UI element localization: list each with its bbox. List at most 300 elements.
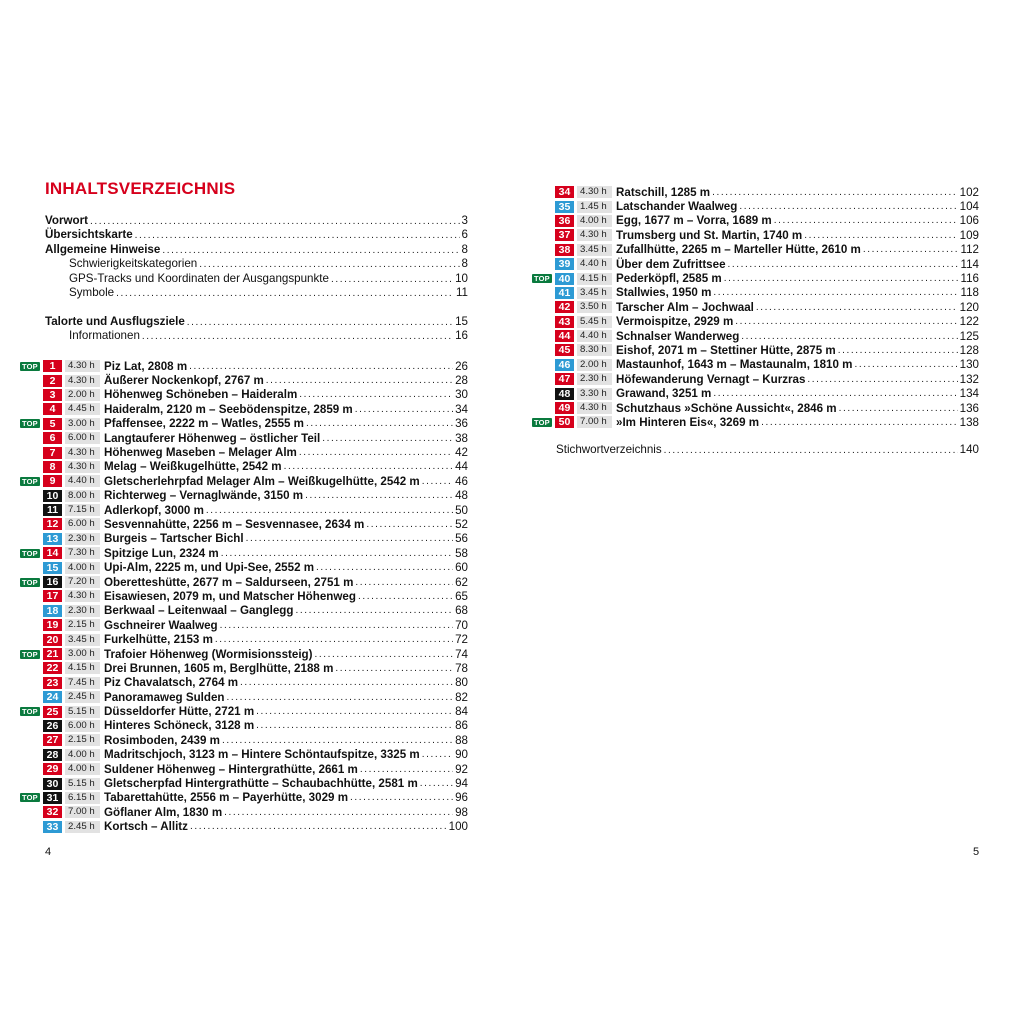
tour-row[interactable] bbox=[20, 474, 468, 488]
tour-name: Höhenweg Schöneben – Haideralm bbox=[104, 388, 298, 402]
tour-row[interactable] bbox=[20, 388, 468, 402]
leader-dots bbox=[664, 444, 958, 458]
leader-dots bbox=[863, 244, 959, 255]
top-marker-slot bbox=[532, 274, 555, 283]
top-marker-slot bbox=[20, 793, 43, 802]
tour-duration: 2.00 h bbox=[577, 359, 612, 371]
tour-name: Gletscherlehrpfad Melager Alm – Weißkugelhütte, 2542 m bbox=[104, 474, 420, 488]
tour-page: 50 bbox=[455, 503, 468, 517]
leader-dots bbox=[322, 433, 453, 444]
tour-duration: 7.30 h bbox=[65, 547, 100, 559]
tour-name: Äußerer Nockenkopf, 2767 m bbox=[104, 374, 264, 388]
leader-dots bbox=[306, 418, 453, 429]
page-number: 4 bbox=[45, 846, 52, 858]
toc-label: Talorte und Ausflugsziele bbox=[45, 314, 185, 328]
toc-page: 6 bbox=[461, 228, 468, 242]
toc-entry[interactable] bbox=[45, 243, 468, 257]
tour-name: Gletscherpfad Hintergrathütte – Schaubachhütte, 2581 m bbox=[104, 777, 418, 791]
leader-dots bbox=[116, 287, 454, 301]
tour-row[interactable] bbox=[532, 185, 979, 199]
tour-number: 23 bbox=[43, 677, 62, 689]
tour-number: 34 bbox=[555, 186, 574, 198]
tour-row[interactable] bbox=[532, 329, 979, 343]
leader-dots bbox=[724, 273, 959, 284]
leader-dots bbox=[220, 620, 453, 631]
tour-row[interactable] bbox=[20, 690, 468, 704]
tour-row[interactable] bbox=[20, 575, 468, 589]
tour-row[interactable] bbox=[20, 748, 468, 762]
tour-duration: 4.30 h bbox=[65, 360, 100, 372]
tour-number: 45 bbox=[555, 344, 574, 356]
tour-row[interactable] bbox=[532, 401, 979, 415]
leader-dots bbox=[713, 287, 958, 298]
tour-page: 128 bbox=[959, 343, 979, 357]
tour-row[interactable] bbox=[20, 503, 468, 517]
tour-row[interactable] bbox=[20, 589, 468, 603]
tour-row[interactable] bbox=[20, 776, 468, 790]
tour-number: 42 bbox=[555, 301, 574, 313]
front-matter-list bbox=[45, 214, 468, 344]
tour-page: 46 bbox=[455, 474, 468, 488]
leader-dots bbox=[331, 273, 453, 287]
toc-entry[interactable] bbox=[45, 315, 468, 329]
tour-name: Egg, 1677 m – Vorra, 1689 m bbox=[616, 214, 772, 228]
tour-number: 46 bbox=[555, 359, 574, 371]
tour-row[interactable] bbox=[20, 532, 468, 546]
leader-dots bbox=[728, 259, 959, 270]
leader-dots bbox=[199, 258, 459, 272]
tour-name: Vermoispitze, 2929 m bbox=[616, 315, 734, 329]
tour-page: 109 bbox=[959, 228, 979, 242]
tour-duration: 4.00 h bbox=[65, 749, 100, 761]
tour-row[interactable] bbox=[532, 199, 979, 213]
tour-name: Langtauferer Höhenweg – östlicher Teil bbox=[104, 431, 321, 445]
tour-duration: 5.15 h bbox=[65, 778, 100, 790]
leader-dots bbox=[355, 404, 453, 415]
tour-name: Piz Lat, 2808 m bbox=[104, 359, 188, 373]
tour-row[interactable] bbox=[20, 489, 468, 503]
leader-dots bbox=[838, 345, 958, 356]
tour-page: 30 bbox=[455, 388, 468, 402]
tour-name: Höhenweg Maseben – Melager Alm bbox=[104, 446, 297, 460]
tour-page: 116 bbox=[960, 272, 979, 286]
page-number: 5 bbox=[973, 846, 980, 858]
tour-number: 13 bbox=[43, 533, 62, 545]
top-badge: TOP bbox=[22, 793, 38, 803]
tour-duration: 2.30 h bbox=[65, 533, 100, 545]
tour-duration: 4.45 h bbox=[65, 403, 100, 415]
leader-dots bbox=[256, 706, 453, 717]
tour-number: 6 bbox=[43, 432, 62, 444]
tour-duration: 2.15 h bbox=[65, 734, 100, 746]
tour-row[interactable] bbox=[20, 431, 468, 445]
top-badge: TOP bbox=[534, 417, 550, 427]
tour-name: Schutzhaus »Schöne Aussicht«, 2846 m bbox=[616, 401, 837, 415]
toc-entry[interactable] bbox=[45, 329, 468, 343]
toc-entry[interactable] bbox=[45, 286, 468, 300]
tour-page: 118 bbox=[960, 286, 979, 300]
tour-number: 48 bbox=[555, 388, 574, 400]
tour-number: 31 bbox=[43, 792, 62, 804]
leader-dots bbox=[224, 807, 453, 818]
toc-entry bbox=[45, 300, 468, 314]
toc-label: GPS-Tracks und Koordinaten der Ausgangspunkte bbox=[69, 271, 329, 285]
tour-duration: 2.30 h bbox=[65, 605, 100, 617]
top-badge: TOP bbox=[22, 548, 38, 558]
tour-page: 38 bbox=[455, 431, 468, 445]
tour-duration: 4.00 h bbox=[577, 215, 612, 227]
tour-duration: 4.30 h bbox=[65, 590, 100, 602]
toc-page: 140 bbox=[959, 443, 979, 456]
tour-number: 37 bbox=[555, 229, 574, 241]
top-badge: TOP bbox=[22, 476, 38, 486]
tour-row[interactable] bbox=[532, 243, 979, 257]
tour-page: 100 bbox=[448, 820, 468, 834]
tour-name: Tarscher Alm – Jochwaal bbox=[616, 300, 754, 314]
tour-row[interactable] bbox=[20, 546, 468, 560]
tour-page: 84 bbox=[455, 705, 468, 719]
tour-name: Ratschill, 1285 m bbox=[616, 185, 711, 199]
tour-duration: 6.15 h bbox=[65, 792, 100, 804]
tour-duration: 2.45 h bbox=[65, 821, 100, 833]
toc-entry[interactable] bbox=[45, 272, 468, 286]
toc-label: Informationen bbox=[69, 329, 140, 343]
tour-name: Rosimboden, 2439 m bbox=[104, 733, 220, 747]
tour-number: 43 bbox=[555, 316, 574, 328]
tour-duration: 3.50 h bbox=[577, 301, 612, 313]
tour-duration: 4.00 h bbox=[65, 763, 100, 775]
tour-number: 35 bbox=[555, 201, 574, 213]
leader-dots bbox=[206, 505, 453, 516]
tour-number: 21 bbox=[43, 648, 62, 660]
tour-name: Trumsberg und St. Martin, 1740 m bbox=[616, 228, 803, 242]
tour-row[interactable] bbox=[20, 560, 468, 574]
tour-number: 17 bbox=[43, 590, 62, 602]
tour-number: 49 bbox=[555, 402, 574, 414]
tour-name: Piz Chavalatsch, 2764 m bbox=[104, 676, 239, 690]
toc-entry-index[interactable] bbox=[556, 443, 979, 457]
tour-row[interactable] bbox=[532, 271, 979, 285]
tour-row[interactable] bbox=[20, 704, 468, 718]
tour-duration: 7.45 h bbox=[65, 677, 100, 689]
tour-number: 27 bbox=[43, 734, 62, 746]
leader-dots bbox=[741, 331, 957, 342]
tour-row[interactable] bbox=[532, 315, 979, 329]
tour-row[interactable] bbox=[20, 517, 468, 531]
tour-number: 30 bbox=[43, 778, 62, 790]
tour-name: Melag – Weißkugelhütte, 2542 m bbox=[104, 460, 282, 474]
tour-duration: 5.45 h bbox=[577, 316, 612, 328]
leader-dots bbox=[142, 330, 453, 344]
tour-name: Haideralm, 2120 m – Seebödenspitze, 2859 m bbox=[104, 402, 353, 416]
tour-number: 47 bbox=[555, 373, 574, 385]
toc-entry[interactable] bbox=[45, 257, 468, 271]
leader-dots bbox=[221, 548, 453, 559]
tour-duration: 5.15 h bbox=[65, 706, 100, 718]
tour-duration: 8.00 h bbox=[65, 490, 100, 502]
tour-page: 88 bbox=[455, 733, 468, 747]
tour-name: Adlerkopf, 3000 m bbox=[104, 503, 204, 517]
tour-name: »Im Hinteren Eis«, 3269 m bbox=[616, 415, 760, 429]
toc-label: Schwierigkeitskategorien bbox=[69, 257, 198, 271]
tour-duration: 4.00 h bbox=[65, 562, 100, 574]
tour-page: 78 bbox=[455, 661, 468, 675]
tour-number: 11 bbox=[43, 504, 62, 516]
leader-dots bbox=[854, 359, 957, 370]
tour-duration: 4.15 h bbox=[577, 273, 612, 285]
tour-name: Mastaunhof, 1643 m – Mastaunalm, 1810 m bbox=[616, 358, 853, 372]
tour-page: 98 bbox=[455, 805, 468, 819]
tour-number: 32 bbox=[43, 806, 62, 818]
top-marker-slot bbox=[20, 650, 43, 659]
tour-name: Tabarettahütte, 2556 m – Payerhütte, 3029 m bbox=[104, 791, 349, 805]
tour-duration: 4.30 h bbox=[65, 461, 100, 473]
tour-number: 22 bbox=[43, 662, 62, 674]
tour-duration: 6.00 h bbox=[65, 518, 100, 530]
tour-row[interactable] bbox=[20, 733, 468, 747]
tour-row[interactable] bbox=[20, 661, 468, 675]
leader-dots bbox=[295, 605, 453, 616]
leader-dots bbox=[807, 374, 957, 385]
leader-dots bbox=[190, 821, 447, 832]
tour-row[interactable] bbox=[532, 228, 979, 242]
tour-name: Eisawiesen, 2079 m, und Matscher Höhenweg bbox=[104, 589, 356, 603]
toc-label: Vorwort bbox=[45, 214, 88, 227]
leader-dots bbox=[266, 375, 453, 386]
tour-page: 94 bbox=[455, 777, 468, 791]
tour-page: 74 bbox=[455, 647, 468, 661]
tour-row[interactable] bbox=[20, 820, 468, 834]
leader-dots bbox=[240, 677, 453, 688]
tour-page: 96 bbox=[455, 791, 468, 805]
tour-page: 92 bbox=[455, 762, 468, 776]
tour-page: 106 bbox=[959, 214, 979, 228]
tour-page: 68 bbox=[455, 604, 468, 618]
tour-row[interactable] bbox=[532, 372, 979, 386]
leader-dots bbox=[360, 764, 453, 775]
leader-dots bbox=[756, 302, 958, 313]
toc-page: 8 bbox=[461, 257, 468, 271]
tour-name: Über dem Zufrittsee bbox=[616, 257, 726, 271]
tour-name: Höfewanderung Vernagt – Kurzras bbox=[616, 372, 806, 386]
tour-list bbox=[20, 359, 468, 834]
tour-row[interactable] bbox=[532, 214, 979, 228]
tour-duration: 4.40 h bbox=[65, 475, 100, 487]
tour-duration: 6.00 h bbox=[65, 720, 100, 732]
tour-number: 14 bbox=[43, 547, 62, 559]
tour-duration: 4.30 h bbox=[577, 402, 612, 414]
tour-page: 132 bbox=[959, 372, 979, 386]
tour-row[interactable] bbox=[20, 373, 468, 387]
tour-page: 36 bbox=[455, 417, 468, 431]
tour-number: 28 bbox=[43, 749, 62, 761]
tour-duration: 2.15 h bbox=[65, 619, 100, 631]
leader-dots bbox=[299, 447, 453, 458]
tour-page: 60 bbox=[455, 561, 468, 575]
tour-name: Drei Brunnen, 1605 m, Berglhütte, 2188 m bbox=[104, 661, 334, 675]
tour-page: 136 bbox=[959, 401, 979, 415]
tour-row[interactable] bbox=[20, 762, 468, 776]
tour-number: 29 bbox=[43, 763, 62, 775]
tour-name: Gschneirer Waalweg bbox=[104, 618, 218, 632]
tour-page: 82 bbox=[455, 690, 468, 704]
tour-duration: 3.45 h bbox=[577, 244, 612, 256]
tour-row[interactable] bbox=[20, 604, 468, 618]
tour-row[interactable] bbox=[20, 791, 468, 805]
tour-name: Zufallhütte, 2265 m – Marteller Hütte, 2610 m bbox=[616, 243, 861, 257]
tour-row[interactable] bbox=[532, 286, 979, 300]
tour-duration: 4.40 h bbox=[577, 330, 612, 342]
leader-dots bbox=[761, 417, 958, 428]
tour-name: Grawand, 3251 m bbox=[616, 387, 712, 401]
toc-page: 10 bbox=[455, 271, 468, 285]
tour-number: 9 bbox=[43, 475, 62, 487]
tour-name: Richterweg – Vernaglwände, 3150 m bbox=[104, 489, 304, 503]
leader-dots bbox=[135, 229, 460, 243]
toc-page: 15 bbox=[455, 314, 468, 328]
leader-dots bbox=[839, 403, 958, 414]
tour-row[interactable] bbox=[20, 460, 468, 474]
tour-name: Sesvennahütte, 2256 m – Sesvennasee, 2634 m bbox=[104, 517, 365, 531]
top-marker-slot bbox=[20, 419, 43, 428]
page-title: INHALTSVERZEICHNIS bbox=[45, 179, 236, 198]
tour-name: Schnalser Wanderweg bbox=[616, 329, 740, 343]
tour-number: 41 bbox=[555, 287, 574, 299]
tour-row[interactable] bbox=[532, 415, 979, 429]
tour-duration: 1.45 h bbox=[577, 201, 612, 213]
tour-row[interactable] bbox=[20, 632, 468, 646]
leader-dots bbox=[422, 476, 453, 487]
top-badge: TOP bbox=[22, 361, 38, 371]
tour-page: 86 bbox=[455, 719, 468, 733]
tour-row[interactable] bbox=[20, 618, 468, 632]
tour-number: 40 bbox=[555, 273, 574, 285]
toc-label: Symbole bbox=[69, 285, 115, 299]
tour-duration: 3.00 h bbox=[65, 418, 100, 430]
tour-row[interactable] bbox=[532, 257, 979, 271]
tour-duration: 4.30 h bbox=[65, 447, 100, 459]
toc-page: 16 bbox=[455, 329, 468, 343]
tour-row[interactable] bbox=[20, 417, 468, 431]
tour-name: Spitzige Lun, 2324 m bbox=[104, 546, 219, 560]
tour-row[interactable] bbox=[20, 359, 468, 373]
leader-dots bbox=[358, 591, 453, 602]
tour-row[interactable] bbox=[532, 358, 979, 372]
tour-duration: 4.30 h bbox=[577, 186, 612, 198]
tour-name: Göflaner Alm, 1830 m bbox=[104, 805, 223, 819]
tour-name: Düsseldorfer Hütte, 2721 m bbox=[104, 705, 255, 719]
tour-name: Furkelhütte, 2153 m bbox=[104, 633, 213, 647]
tour-page: 130 bbox=[959, 358, 979, 372]
tour-page: 80 bbox=[455, 676, 468, 690]
leader-dots bbox=[315, 649, 454, 660]
tour-page: 104 bbox=[959, 200, 979, 214]
tour-row[interactable] bbox=[532, 300, 979, 314]
toc-page: 8 bbox=[461, 242, 468, 256]
tour-row[interactable] bbox=[20, 719, 468, 733]
tour-page: 70 bbox=[455, 618, 468, 632]
tour-page: 26 bbox=[455, 359, 468, 373]
tour-row[interactable] bbox=[20, 647, 468, 661]
tour-duration: 4.30 h bbox=[65, 375, 100, 387]
tour-name: Pfaffensee, 2222 m – Watles, 2555 m bbox=[104, 417, 304, 431]
tour-row[interactable] bbox=[20, 805, 468, 819]
tour-page: 56 bbox=[455, 532, 468, 546]
tour-page: 134 bbox=[959, 387, 979, 401]
tour-duration: 7.15 h bbox=[65, 504, 100, 516]
tour-duration: 4.30 h bbox=[577, 229, 612, 241]
tour-name: Stallwies, 1950 m bbox=[616, 286, 712, 300]
toc-entry[interactable] bbox=[45, 228, 468, 242]
leader-dots bbox=[246, 533, 453, 544]
tour-page: 125 bbox=[959, 329, 979, 343]
tour-name: Hinteres Schöneck, 3128 m bbox=[104, 719, 255, 733]
right-page bbox=[512, 0, 1024, 1024]
tour-number: 39 bbox=[555, 258, 574, 270]
tour-name: Pederköpfl, 2585 m bbox=[616, 272, 722, 286]
toc-label: Allgemeine Hinweise bbox=[45, 242, 161, 256]
tour-page: 58 bbox=[455, 546, 468, 560]
tour-row[interactable] bbox=[20, 402, 468, 416]
top-marker-slot bbox=[20, 549, 43, 558]
tour-row[interactable] bbox=[532, 386, 979, 400]
toc-page: 11 bbox=[455, 285, 468, 299]
tour-number: 36 bbox=[555, 215, 574, 227]
tour-number: 20 bbox=[43, 634, 62, 646]
toc-entry[interactable] bbox=[45, 214, 468, 228]
tour-row[interactable] bbox=[532, 343, 979, 357]
tour-number: 19 bbox=[43, 619, 62, 631]
tour-duration: 3.30 h bbox=[577, 388, 612, 400]
leader-dots bbox=[189, 361, 453, 372]
tour-duration: 4.40 h bbox=[577, 258, 612, 270]
leader-dots bbox=[366, 519, 453, 530]
leader-dots bbox=[739, 201, 957, 212]
tour-page: 122 bbox=[959, 315, 979, 329]
leader-dots bbox=[350, 792, 453, 803]
tour-row[interactable] bbox=[20, 676, 468, 690]
tour-page: 72 bbox=[455, 633, 468, 647]
tour-page: 52 bbox=[455, 517, 468, 531]
top-badge: TOP bbox=[22, 707, 38, 717]
tour-name: Madritschjoch, 3123 m – Hintere Schöntaufspitze, 3325 m bbox=[104, 748, 420, 762]
tour-row[interactable] bbox=[20, 445, 468, 459]
tour-number: 1 bbox=[43, 360, 62, 372]
tour-duration: 7.20 h bbox=[65, 576, 100, 588]
tour-duration: 4.15 h bbox=[65, 662, 100, 674]
tour-duration: 2.00 h bbox=[65, 389, 100, 401]
tour-page: 28 bbox=[455, 374, 468, 388]
tour-name: Latschander Waalweg bbox=[616, 200, 738, 214]
leader-dots bbox=[299, 389, 453, 400]
leader-dots bbox=[222, 735, 453, 746]
leader-dots bbox=[335, 663, 453, 674]
top-badge: TOP bbox=[22, 577, 38, 587]
top-badge: TOP bbox=[534, 274, 550, 284]
tour-name: Panoramaweg Sulden bbox=[104, 690, 225, 704]
leader-dots bbox=[215, 634, 453, 645]
leader-dots bbox=[305, 490, 453, 501]
toc-label: Stichwortverzeichnis bbox=[556, 443, 662, 456]
leader-dots bbox=[735, 316, 957, 327]
tour-name: Oberetteshütte, 2677 m – Saldurseen, 2751 m bbox=[104, 575, 354, 589]
tour-number: 33 bbox=[43, 821, 62, 833]
toc-label: Übersichtskarte bbox=[45, 228, 133, 242]
tour-duration: 6.00 h bbox=[65, 432, 100, 444]
tour-page: 44 bbox=[455, 460, 468, 474]
tour-name: Upi-Alm, 2225 m, und Upi-See, 2552 m bbox=[104, 561, 315, 575]
tour-number: 16 bbox=[43, 576, 62, 588]
